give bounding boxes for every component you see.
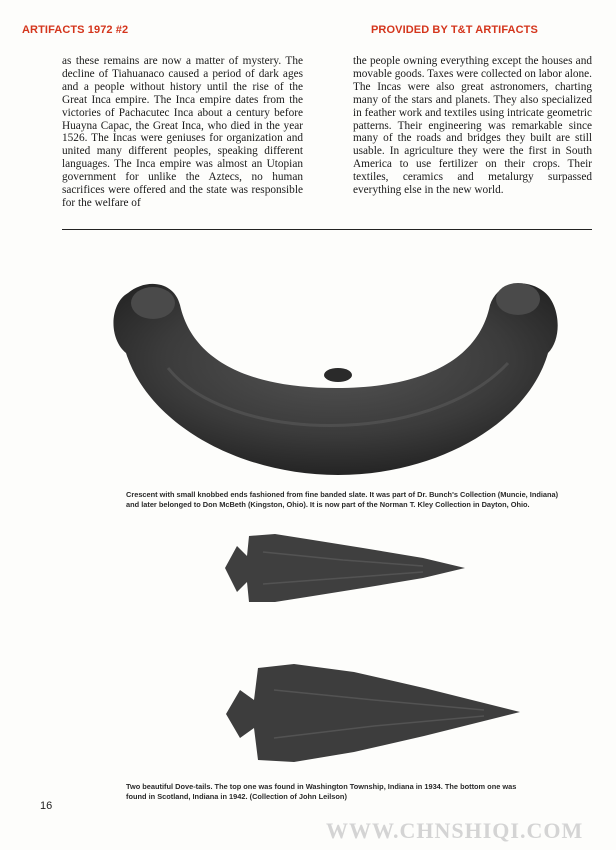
article-column-left [62,55,303,210]
watermark: WWW.CHNSHIQI.COM [326,818,584,843]
top-dovetail-point-image [223,530,467,608]
header-left: ARTIFACTS 1972 #2 [22,24,129,36]
article-text-left: as these remains are now a matter of mystery. The decline of Tiahuanaco caused a period of dark ages and a people without history until the rise of the Great Inca empire. The Inca empire dates from the victories of Pachacutec Inca about a century before Huayna Capac, the Great Inca, who died in the year 1526. The Incas were geniuses for organization and united many different peoples, speaking different languages. The Inca empire was almost an Utopian government for unlike the Aztecs, no human sacrifices were offered and the state was responsible for the welfare of [62,55,303,209]
crescent-caption: Crescent with small knobbed ends fashioned from fine banded slate. It was part of Dr. Bunch's Collection (Muncie, Indiana) and later belonged to Don McBeth (Kingston, Ohio). It is now part of the Norman T. Kley Collection in Dayton, Ohio. [126,490,559,509]
article-column-right [353,55,592,197]
section-divider [62,229,592,230]
slate-crescent-image [108,253,563,483]
dovetails-caption: Two beautiful Dove-tails. The top one was found in Washington Township, Indiana in 1934. The bottom one was found in Scotland, Indiana in 1942. (Collection of John Leilson) [126,782,517,801]
article-text-right: the people owning everything except the houses and movable goods. Taxes were collected on labor alone. The Incas were also great astronomers, charting many of the stars and planets. They also specialized in feather work and textiles using intricate geometric patterns. Their engineering was remarkable since many of the roads and bridges they built are still usable. In agriculture they were the first in South America to use fertilizer on their crops. Their textiles, ceramics and metalurgy surpassed everything else in the new world. [353,55,592,197]
bottom-dovetail-point-image [224,660,524,766]
header-right: PROVIDED BY T&T ARTIFACTS [371,24,538,36]
page-number: 16 [40,800,53,812]
